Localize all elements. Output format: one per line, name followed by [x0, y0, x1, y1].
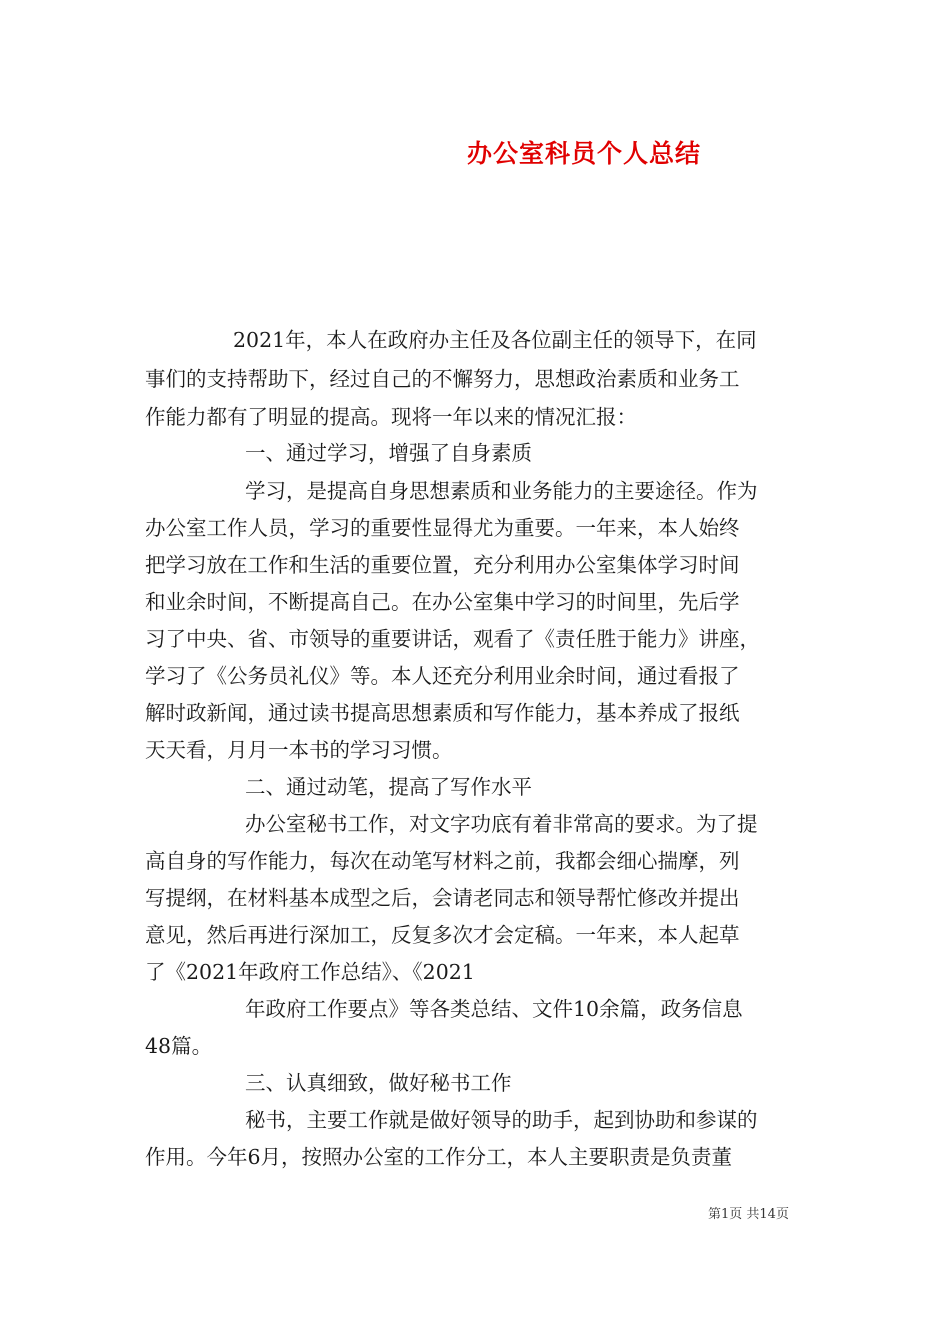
text-line: 学习了《公务员礼仪》等。本人还充分利用业余时间，通过看报了	[145, 664, 740, 688]
text-line: 和业余时间，不断提高自己。在办公室集中学习的时间里，先后学	[145, 590, 740, 614]
text-line: 把学习放在工作和生活的重要位置，充分利用办公室集体学习时间	[145, 553, 740, 577]
page-footer: 第1页 共14页	[708, 1207, 789, 1222]
text-line: 了《2021年政府工作总结》、《2021	[145, 960, 475, 984]
text-line: 作能力都有了明显的提高。现将一年以来的情况汇报：	[145, 405, 637, 429]
text-line: 年政府工作要点》等各类总结、文件10余篇，政务信息	[245, 997, 743, 1021]
text-line: 天天看，月月一本书的学习习惯。	[145, 738, 453, 762]
text-line: 习了中央、省、市领导的重要讲话，观看了《责任胜于能力》讲座，	[145, 627, 760, 651]
text-line: 意见，然后再进行深加工，反复多次才会定稿。一年来，本人起草	[145, 923, 740, 947]
section-heading: 二、通过动笔，提高了写作水平	[245, 775, 532, 799]
text-line: 事们的支持帮助下，经过自己的不懈努力，思想政治素质和业务工	[145, 367, 740, 391]
text-line: 解时政新闻，通过读书提高思想素质和写作能力，基本养成了报纸	[145, 701, 740, 725]
text-line: 写提纲，在材料基本成型之后，会请老同志和领导帮忙修改并提出	[145, 886, 740, 910]
text-line: 秘书，主要工作就是做好领导的助手，起到协助和参谋的	[245, 1108, 758, 1132]
text-line: 48篇。	[145, 1034, 213, 1058]
page-title: 办公室科员个人总结	[466, 139, 701, 168]
section-heading: 三、认真细致，做好秘书工作	[245, 1071, 512, 1095]
text-line: 学习，是提高自身思想素质和业务能力的主要途径。作为	[245, 479, 758, 503]
text-line: 办公室秘书工作，对文字功底有着非常高的要求。为了提	[245, 812, 758, 836]
section-heading: 一、通过学习，增强了自身素质	[245, 441, 532, 465]
text-line: 高自身的写作能力，每次在动笔写材料之前，我都会细心揣摩，列	[145, 849, 740, 873]
text-line: 办公室工作人员，学习的重要性显得尤为重要。一年来，本人始终	[145, 516, 740, 540]
text-line: 2021年，本人在政府办主任及各位副主任的领导下，在同	[233, 328, 757, 352]
text-line: 作用。今年6月，按照办公室的工作分工，本人主要职责是负责董	[145, 1145, 733, 1169]
